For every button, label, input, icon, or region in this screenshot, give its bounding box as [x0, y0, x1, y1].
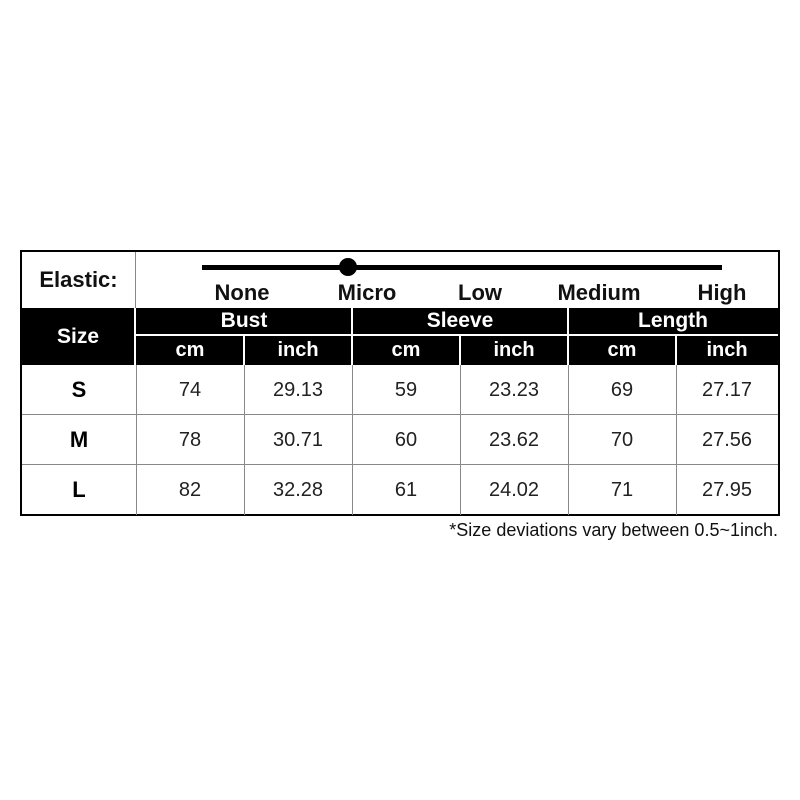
cell-divider [568, 415, 569, 465]
length-inch: 27.56 [701, 428, 753, 451]
elastic-level-high: High [697, 280, 747, 305]
cell-divider [676, 365, 677, 415]
header-divider [567, 308, 569, 365]
header-bust-inch: inch [277, 339, 319, 361]
row-size: M [69, 427, 89, 452]
sleeve-inch: 24.02 [488, 478, 540, 501]
header-divider [351, 308, 353, 365]
sleeve-inch: 23.23 [488, 378, 540, 401]
header-length-cm: cm [607, 339, 637, 361]
sleeve-inch: 23.62 [488, 428, 540, 451]
header-sleeve-inch: inch [493, 339, 535, 361]
header-bust: Bust [136, 308, 352, 336]
header-length-inch: inch [706, 339, 748, 361]
cell-divider [352, 415, 353, 465]
bust-inch: 29.13 [272, 378, 324, 401]
row-size: L [72, 477, 86, 502]
header-sleeve: Sleeve [352, 308, 568, 336]
cell-divider [460, 465, 461, 515]
elastic-level-medium: Medium [557, 280, 641, 305]
elastic-label: Elastic: [22, 252, 136, 308]
table-row-l [22, 465, 778, 515]
cell-divider [244, 465, 245, 515]
elastic-level-low: Low [458, 280, 502, 305]
cell-divider [676, 415, 677, 465]
sleeve-cm: 59 [394, 378, 418, 401]
cell-divider [244, 415, 245, 465]
cell-divider [460, 365, 461, 415]
cell-divider [460, 415, 461, 465]
header-bust-cm: cm [175, 339, 205, 361]
table-row-s [22, 365, 778, 415]
cell-divider [136, 415, 137, 465]
cell-divider [568, 365, 569, 415]
header-size: Size [22, 308, 136, 365]
length-cm: 71 [610, 478, 634, 501]
bust-cm: 74 [178, 378, 202, 401]
bust-cm: 82 [178, 478, 202, 501]
elastic-level-none: None [214, 280, 270, 305]
bust-inch: 32.28 [272, 478, 324, 501]
size-chart [20, 250, 780, 516]
sleeve-cm: 61 [394, 478, 418, 501]
cell-divider [352, 365, 353, 415]
cell-divider [244, 365, 245, 415]
size-deviation-note: *Size deviations vary between 0.5~1inch. [449, 520, 778, 540]
bust-inch: 30.71 [272, 428, 324, 451]
length-cm: 70 [610, 428, 634, 451]
cell-divider [676, 465, 677, 515]
sleeve-cm: 60 [394, 428, 418, 451]
length-inch: 27.95 [701, 478, 753, 501]
header-sleeve-cm: cm [391, 339, 421, 361]
elastic-level-micro: Micro [337, 280, 397, 305]
length-cm: 69 [610, 378, 634, 401]
elastic-scale-labels [162, 280, 782, 306]
header-divider [243, 336, 245, 365]
table-header [22, 308, 778, 365]
header-divider [675, 336, 677, 365]
header-divider [459, 336, 461, 365]
row-size: S [71, 377, 87, 402]
cell-divider [136, 465, 137, 515]
cell-divider [352, 465, 353, 515]
header-length: Length [568, 308, 778, 336]
length-inch: 27.17 [701, 378, 753, 401]
elastic-scale-bar [202, 265, 722, 270]
elastic-level-marker [339, 258, 357, 276]
cell-divider [136, 365, 137, 415]
bust-cm: 78 [178, 428, 202, 451]
elastic-row [22, 252, 778, 309]
cell-divider [568, 465, 569, 515]
table-row-m [22, 415, 778, 465]
